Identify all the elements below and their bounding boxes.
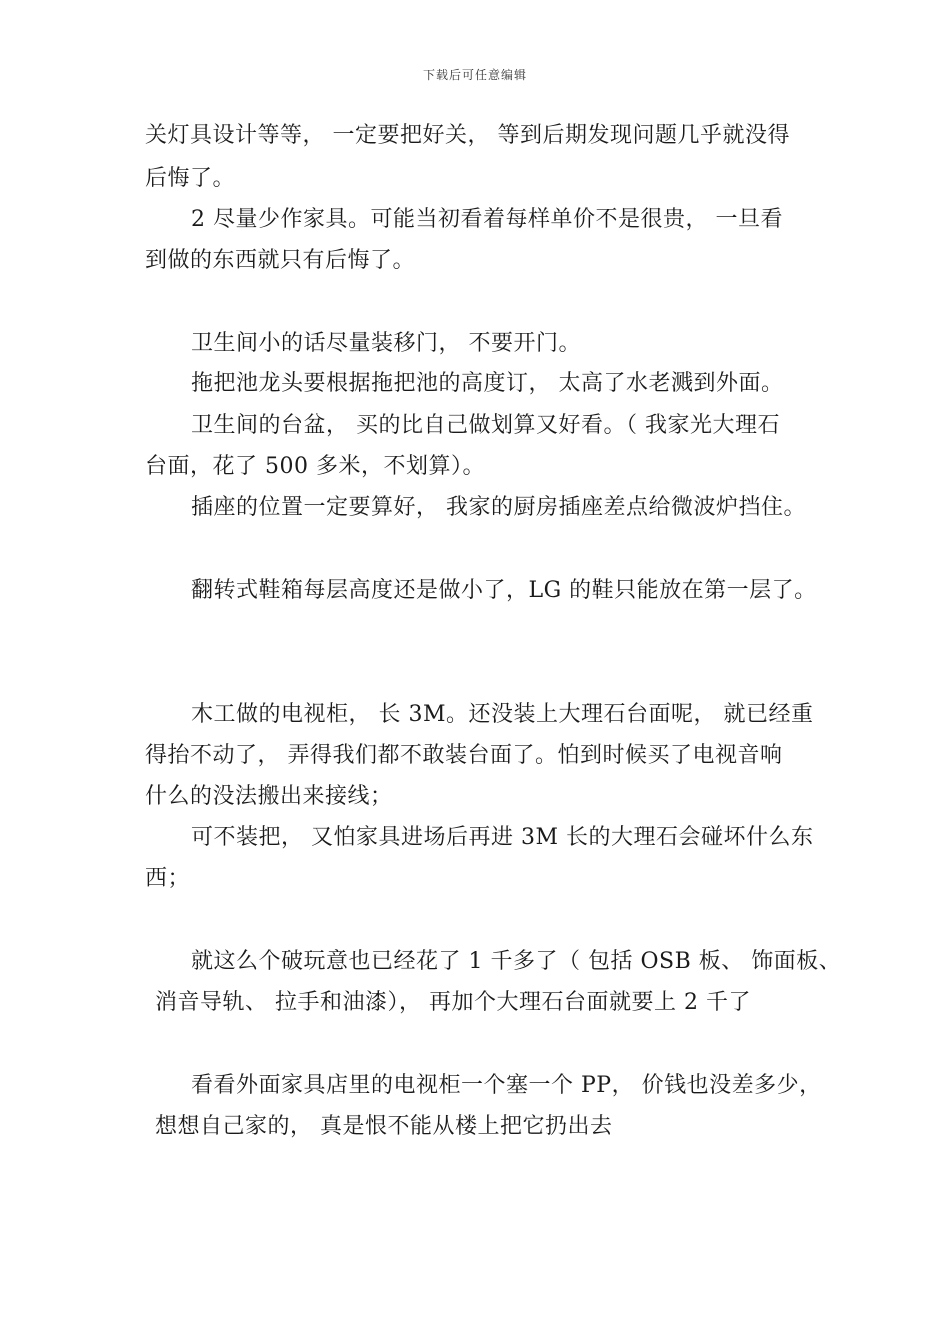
body-line-16: 就这么个破玩意也已经花了 1 千多了（ 包括 OSB 板、 饰面板、 [191, 949, 842, 974]
body-line-8: 台面，花了 500 多米，不划算）。 [145, 454, 485, 479]
body-line-11: 木工做的电视柜， 长 3M。还没装上大理石台面呢， 就已经重 [191, 702, 814, 727]
body-line-4: 到做的东西就只有后悔了。 [145, 248, 416, 273]
body-line-18: 看看外面家具店里的电视柜一个塞一个 PP， 价钱也没差多少， [191, 1073, 822, 1098]
body-line-10: 翻转式鞋箱每层高度还是做小了，LG 的鞋只能放在第一层了。 [191, 578, 817, 603]
body-line-12: 得抬不动了， 弄得我们都不敢装台面了。怕到时候买了电视音响 [145, 743, 783, 768]
body-line-19: 想想自己家的， 真是恨不能从楼上把它扔出去 [155, 1114, 613, 1139]
body-line-15: 西； [145, 866, 191, 891]
body-line-17: 消音导轨、 拉手和油漆）， 再加个大理石台面就要上 2 千了 [155, 990, 751, 1015]
body-line-9: 插座的位置一定要算好， 我家的厨房插座差点给微波炉挡住。 [191, 495, 806, 520]
page-header: 下载后可任意编辑 [422, 68, 527, 82]
body-line-6: 拖把池龙头要根据拖把池的高度订， 太高了水老溅到外面。 [191, 371, 784, 396]
body-line-3: 2 尽量少作家具。可能当初看着每样单价不是很贵， 一旦看 [191, 207, 783, 232]
body-line-2: 后悔了。 [145, 166, 236, 191]
body-line-13: 什么的没法搬出来接线； [145, 784, 393, 809]
body-line-14: 可不装把， 又怕家具进场后再进 3M 长的大理石会碰坏什么东 [191, 825, 814, 850]
body-line-1: 关灯具设计等等， 一定要把好关， 等到后期发现问题几乎就没得 [145, 123, 790, 148]
body-line-7: 卫生间的台盆， 买的比自己做划算又好看。（ 我家光大理石 [191, 413, 780, 438]
body-line-5: 卫生间小的话尽量装移门， 不要开门。 [191, 331, 581, 356]
